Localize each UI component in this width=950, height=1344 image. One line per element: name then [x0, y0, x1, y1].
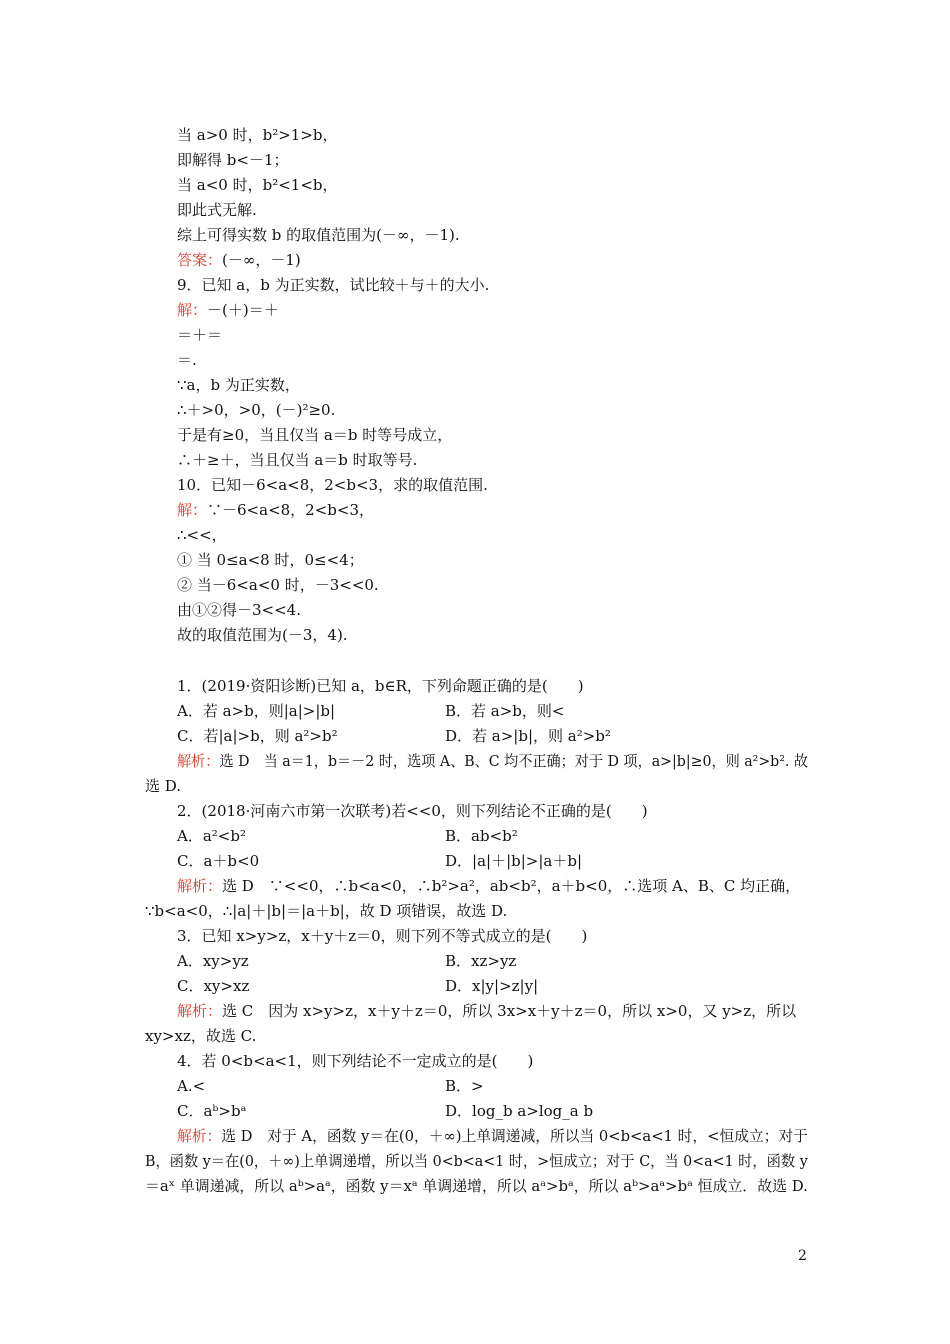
analysis-line — [177, 876, 800, 896]
text-line: ∴＋>0，>0，(－)²≥0. — [177, 401, 336, 419]
option-b: B．若 a>b，则< — [445, 702, 565, 720]
solution-label: 解： — [177, 301, 208, 319]
text-line: ∴＋≥＋，当且仅当 a＝b 时取等号. — [177, 451, 418, 469]
analysis-text: 选 D 对于 A，函数 y＝在(0，＋∞)上单调递减，所以当 0<b<a<1 时，<恒成立；对于 — [221, 1127, 808, 1145]
analysis-label: 解析： — [177, 1127, 222, 1145]
analysis-line: ＝aˣ 单调递减，所以 aᵇ>aᵃ，函数 y＝xᵃ 单调递增，所以 aᵃ>bᵃ，所以 aᵇ>aᵃ>bᵃ 恒成立．故选 D. — [145, 1177, 808, 1195]
analysis-label: 解析： — [177, 877, 223, 895]
analysis-line: xy>xz，故选 C. — [145, 1027, 257, 1045]
problem-4-stem: 4．若 0<b<a<1，则下列结论不一定成立的是( ) — [177, 1052, 534, 1070]
text-line: 综上可得实数 b 的取值范围为(－∞，－1). — [177, 226, 460, 244]
text-line: ＝. — [177, 351, 197, 369]
analysis-text: 选 D ∵<<0，∴b<a<0，∴b²>a²，ab<b²，a＋b<0，∴选项 A、B、C 均正确， — [222, 877, 801, 895]
problem-3-stem: 3．已知 x>y>z，x＋y＋z＝0，则下列不等式成立的是( ) — [177, 927, 588, 945]
solution-text: －(＋)＝＋ — [207, 301, 279, 319]
text-line: ∴<<， — [177, 526, 227, 544]
option-a: A.< — [177, 1077, 206, 1095]
text-line: 当 a>0 时，b²>1>b， — [177, 126, 338, 144]
option-a: A．a²<b² — [177, 827, 246, 845]
text-line: 故的取值范围为(－3，4). — [177, 626, 348, 644]
solution-line — [177, 300, 279, 320]
option-a: A．若 a>b，则|a|>|b| — [177, 702, 336, 720]
option-d: D．log_b a>log_a b — [445, 1102, 594, 1120]
option-c: C．若|a|>b，则 a²>b² — [177, 727, 338, 745]
analysis-text: 选 C 因为 x>y>z，x＋y＋z＝0，所以 3x>x＋y＋z＝0，所以 x>0，又 y>z，所以 — [222, 1002, 797, 1020]
option-a: A．xy>yz — [177, 952, 249, 970]
question-9-stem: 9．已知 a，b 为正实数，试比较＋与＋的大小. — [177, 276, 490, 294]
text-line: ∵a，b 为正实数， — [177, 376, 300, 394]
solution-text: ∵－6<a<8，2<b<3， — [207, 501, 375, 519]
analysis-line: 选 D. — [145, 777, 182, 795]
option-b: B．ab<b² — [445, 827, 518, 845]
text-line: 即此式无解. — [177, 201, 257, 219]
option-d: D．x|y|>z|y| — [445, 977, 539, 995]
analysis-label: 解析： — [177, 752, 220, 770]
text-line: 当 a<0 时，b²<1<b， — [177, 176, 338, 194]
option-d: D．若 a>|b|，则 a²>b² — [445, 727, 611, 745]
analysis-line: B，函数 y＝在(0，＋∞)上单调递增，所以当 0<b<a<1 时，>恒成立；对于 C，当 0<a<1 时，函数 y — [145, 1152, 808, 1170]
analysis-label: 解析： — [177, 1002, 223, 1020]
option-d: D．|a|＋|b|>|a＋b| — [445, 852, 583, 870]
analysis-line: ∵b<a<0，∴|a|＋|b|＝|a＋b|，故 D 项错误，故选 D. — [145, 902, 508, 920]
option-c: C．aᵇ>bᵃ — [177, 1102, 247, 1120]
option-c: C．xy>xz — [177, 977, 250, 995]
analysis-line — [177, 1126, 808, 1146]
analysis-line — [177, 1001, 796, 1021]
text-line: ＝＋＝ — [177, 326, 223, 344]
text-line: ① 当 0≤a<8 时，0≤<4； — [177, 551, 364, 569]
analysis-line — [177, 751, 808, 771]
analysis-text: 选 D 当 a＝1，b＝－2 时，选项 A、B、C 均不正确；对于 D 项，a>|b|≥0，则 a²>b². 故 — [219, 752, 809, 770]
option-c: C．a＋b<0 — [177, 852, 260, 870]
text-line: 由①②得－3<<4. — [177, 601, 301, 619]
question-10-stem: 10．已知－6<a<8，2<b<3，求的取值范围. — [177, 476, 488, 494]
answer-value: (－∞，－1) — [222, 251, 301, 269]
solution-label: 解： — [177, 501, 208, 519]
solution-line — [177, 500, 374, 520]
answer-label: 答案： — [177, 251, 223, 269]
option-b: B．xz>yz — [445, 952, 517, 970]
text-line: 于是有≥0，当且仅当 a＝b 时等号成立， — [177, 426, 453, 444]
answer-line — [177, 250, 301, 270]
text-line: 即解得 b<－1； — [177, 151, 289, 169]
text-line: ② 当－6<a<0 时，－3<<0. — [177, 576, 379, 594]
problem-2-stem: 2．(2018·河南六市第一次联考)若<<0，则下列结论不正确的是( ) — [177, 802, 648, 820]
page-number: 2 — [798, 1248, 807, 1264]
option-b: B．> — [445, 1077, 484, 1095]
problem-1-stem: 1．(2019·资阳诊断)已知 a，b∈R，下列命题正确的是( ) — [177, 677, 584, 695]
